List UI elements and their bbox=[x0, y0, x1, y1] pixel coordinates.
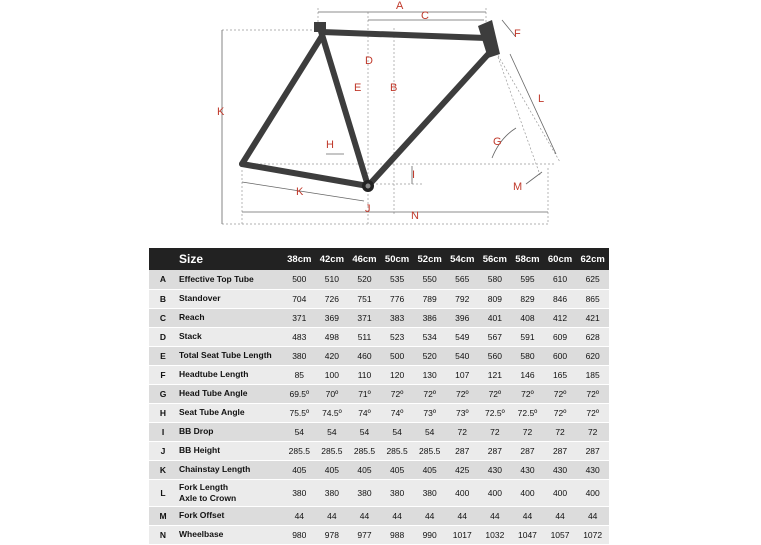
table-cell: 71º bbox=[348, 384, 381, 403]
chainstay bbox=[242, 164, 368, 186]
table-cell: 789 bbox=[413, 289, 446, 308]
table-cell: 846 bbox=[544, 289, 577, 308]
size-col-header: 60cm bbox=[547, 253, 573, 265]
row-key: F bbox=[149, 365, 177, 384]
table-cell: 54 bbox=[316, 422, 349, 441]
table-cell: 369 bbox=[316, 308, 349, 327]
table-cell: 549 bbox=[446, 327, 479, 346]
table-cell: 430 bbox=[544, 460, 577, 479]
size-col-header: 56cm bbox=[482, 253, 508, 265]
table-cell: 121 bbox=[479, 365, 512, 384]
table-cell: 425 bbox=[446, 460, 479, 479]
table-cell: 44 bbox=[413, 506, 446, 525]
size-col-header: 50cm bbox=[384, 253, 410, 265]
table-row bbox=[149, 384, 609, 403]
table-cell: 380 bbox=[381, 479, 414, 506]
row-key: B bbox=[149, 289, 177, 308]
table-row bbox=[149, 403, 609, 422]
table-cell: 44 bbox=[544, 506, 577, 525]
table-cell: 412 bbox=[544, 308, 577, 327]
table-cell: 1017 bbox=[446, 525, 479, 544]
table-cell: 287 bbox=[479, 441, 512, 460]
row-key: A bbox=[149, 270, 177, 289]
table-cell: 535 bbox=[381, 270, 414, 289]
table-cell: 44 bbox=[381, 506, 414, 525]
table-cell: 380 bbox=[283, 346, 316, 365]
label-a: A bbox=[396, 0, 404, 12]
table-cell: 405 bbox=[316, 460, 349, 479]
table-cell: 146 bbox=[511, 365, 544, 384]
row-label: BB Height bbox=[177, 441, 283, 460]
table-cell: 285.5 bbox=[316, 441, 349, 460]
row-label: Seat Tube Angle bbox=[177, 403, 283, 422]
table-cell: 386 bbox=[413, 308, 446, 327]
table-cell: 110 bbox=[348, 365, 381, 384]
table-cell: 408 bbox=[511, 308, 544, 327]
table-cell: 72º bbox=[544, 384, 577, 403]
table-cell: 990 bbox=[413, 525, 446, 544]
label-j: J bbox=[365, 203, 371, 215]
row-key: H bbox=[149, 403, 177, 422]
table-cell: 1032 bbox=[479, 525, 512, 544]
table-cell: 609 bbox=[544, 327, 577, 346]
row-key: K bbox=[149, 460, 177, 479]
row-label: Standover bbox=[177, 289, 283, 308]
table-cell: 100 bbox=[316, 365, 349, 384]
table-cell: 420 bbox=[316, 346, 349, 365]
table-cell: 130 bbox=[413, 365, 446, 384]
table-cell: 400 bbox=[576, 479, 609, 506]
table-row bbox=[149, 346, 609, 365]
table-cell: 285.5 bbox=[283, 441, 316, 460]
table-cell: 44 bbox=[316, 506, 349, 525]
table-cell: 567 bbox=[479, 327, 512, 346]
table-cell: 580 bbox=[479, 270, 512, 289]
table-cell: 74º bbox=[381, 403, 414, 422]
row-key: J bbox=[149, 441, 177, 460]
label-e: E bbox=[354, 82, 362, 94]
table-cell: 500 bbox=[381, 346, 414, 365]
row-key: G bbox=[149, 384, 177, 403]
table-cell: 287 bbox=[446, 441, 479, 460]
table-cell: 865 bbox=[576, 289, 609, 308]
table-cell: 625 bbox=[576, 270, 609, 289]
table-cell: 383 bbox=[381, 308, 414, 327]
table-cell: 380 bbox=[348, 479, 381, 506]
label-f: F bbox=[514, 28, 521, 40]
table-cell: 287 bbox=[544, 441, 577, 460]
table-cell: 460 bbox=[348, 346, 381, 365]
table-cell: 580 bbox=[511, 346, 544, 365]
table-cell: 401 bbox=[479, 308, 512, 327]
table-cell: 73º bbox=[413, 403, 446, 422]
label-c: C bbox=[421, 10, 429, 22]
table-cell: 72 bbox=[511, 422, 544, 441]
table-cell: 1047 bbox=[511, 525, 544, 544]
table-header-row bbox=[149, 248, 609, 270]
row-label: Headtube Length bbox=[177, 365, 283, 384]
table-cell: 978 bbox=[316, 525, 349, 544]
row-label: Fork Offset bbox=[177, 506, 283, 525]
table-cell: 511 bbox=[348, 327, 381, 346]
table-cell: 1072 bbox=[576, 525, 609, 544]
table-cell: 74º bbox=[348, 403, 381, 422]
table-row bbox=[149, 289, 609, 308]
table-cell: 285.5 bbox=[413, 441, 446, 460]
row-label: Reach bbox=[177, 308, 283, 327]
table-cell: 85 bbox=[283, 365, 316, 384]
table-cell: 498 bbox=[316, 327, 349, 346]
label-h: H bbox=[326, 139, 334, 151]
geometry-table bbox=[149, 248, 609, 545]
table-row bbox=[149, 506, 609, 525]
label-i: I bbox=[412, 169, 416, 181]
size-col-header: 46cm bbox=[352, 253, 377, 265]
table-cell: 988 bbox=[381, 525, 414, 544]
table-cell: 371 bbox=[348, 308, 381, 327]
table-cell: 520 bbox=[413, 346, 446, 365]
size-header: Size bbox=[179, 252, 204, 266]
table-cell: 595 bbox=[511, 270, 544, 289]
label-k-vertical: K bbox=[217, 106, 225, 118]
table-cell: 520 bbox=[348, 270, 381, 289]
table-cell: 75.5º bbox=[283, 403, 316, 422]
label-n: N bbox=[411, 210, 419, 222]
table-cell: 610 bbox=[544, 270, 577, 289]
table-cell: 483 bbox=[283, 327, 316, 346]
table-cell: 371 bbox=[283, 308, 316, 327]
table-row bbox=[149, 308, 609, 327]
table-cell: 44 bbox=[576, 506, 609, 525]
table-cell: 396 bbox=[446, 308, 479, 327]
table-cell: 107 bbox=[446, 365, 479, 384]
row-key: L bbox=[149, 479, 177, 506]
table-cell: 405 bbox=[348, 460, 381, 479]
table-cell: 287 bbox=[511, 441, 544, 460]
label-b: B bbox=[390, 82, 398, 94]
table-cell: 430 bbox=[576, 460, 609, 479]
table-cell: 285.5 bbox=[348, 441, 381, 460]
table-cell: 809 bbox=[479, 289, 512, 308]
table-row bbox=[149, 327, 609, 346]
table-cell: 72º bbox=[446, 384, 479, 403]
row-label: Stack bbox=[177, 327, 283, 346]
table-cell: 285.5 bbox=[381, 441, 414, 460]
table-cell: 72º bbox=[381, 384, 414, 403]
size-col-header: 62cm bbox=[580, 253, 605, 265]
table-cell: 751 bbox=[348, 289, 381, 308]
table-cell: 72º bbox=[511, 384, 544, 403]
table-cell: 70º bbox=[316, 384, 349, 403]
table-cell: 73º bbox=[446, 403, 479, 422]
table-cell: 54 bbox=[413, 422, 446, 441]
seat-clamp bbox=[314, 22, 326, 32]
table-cell: 405 bbox=[413, 460, 446, 479]
size-col-header: 58cm bbox=[515, 253, 540, 265]
row-label: Chainstay Length bbox=[177, 460, 283, 479]
label-k: K bbox=[296, 186, 304, 198]
table-cell: 726 bbox=[316, 289, 349, 308]
table-cell: 380 bbox=[316, 479, 349, 506]
seat-tube bbox=[320, 28, 368, 186]
table-cell: 980 bbox=[283, 525, 316, 544]
label-l: L bbox=[538, 93, 545, 105]
label-d: D bbox=[365, 55, 373, 67]
table-cell: 500 bbox=[283, 270, 316, 289]
row-label: Fork Length Axle to Crown bbox=[177, 479, 283, 506]
table-cell: 977 bbox=[348, 525, 381, 544]
row-label: Effective Top Tube bbox=[177, 270, 283, 289]
table-cell: 421 bbox=[576, 308, 609, 327]
table-cell: 185 bbox=[576, 365, 609, 384]
table-row bbox=[149, 365, 609, 384]
table-row bbox=[149, 525, 609, 544]
table-cell: 776 bbox=[381, 289, 414, 308]
table-cell: 1057 bbox=[544, 525, 577, 544]
table-cell: 540 bbox=[446, 346, 479, 365]
table-cell: 380 bbox=[283, 479, 316, 506]
table-cell: 72.5º bbox=[511, 403, 544, 422]
table-cell: 44 bbox=[511, 506, 544, 525]
label-m: M bbox=[513, 181, 523, 193]
table-cell: 792 bbox=[446, 289, 479, 308]
table-cell: 600 bbox=[544, 346, 577, 365]
table-cell: 72 bbox=[576, 422, 609, 441]
table-cell: 565 bbox=[446, 270, 479, 289]
table-row bbox=[149, 441, 609, 460]
table-cell: 430 bbox=[479, 460, 512, 479]
table-cell: 72º bbox=[576, 384, 609, 403]
row-label: BB Drop bbox=[177, 422, 283, 441]
table-cell: 74.5º bbox=[316, 403, 349, 422]
row-key: N bbox=[149, 525, 177, 544]
down-tube bbox=[368, 50, 492, 186]
table-cell: 72º bbox=[479, 384, 512, 403]
frame-geometry-diagram bbox=[0, 0, 761, 240]
table-cell: 628 bbox=[576, 327, 609, 346]
table-cell: 120 bbox=[381, 365, 414, 384]
table-cell: 287 bbox=[576, 441, 609, 460]
table-cell: 72 bbox=[446, 422, 479, 441]
row-label: Head Tube Angle bbox=[177, 384, 283, 403]
table-cell: 534 bbox=[413, 327, 446, 346]
bike-frame bbox=[242, 28, 492, 186]
table-cell: 165 bbox=[544, 365, 577, 384]
table-cell: 400 bbox=[446, 479, 479, 506]
table-cell: 72º bbox=[576, 403, 609, 422]
table-row bbox=[149, 479, 609, 506]
label-g: G bbox=[493, 136, 502, 148]
table-cell: 829 bbox=[511, 289, 544, 308]
row-key: D bbox=[149, 327, 177, 346]
row-key: E bbox=[149, 346, 177, 365]
table-cell: 400 bbox=[544, 479, 577, 506]
table-cell: 72 bbox=[479, 422, 512, 441]
table-cell: 591 bbox=[511, 327, 544, 346]
size-col-header: 38cm bbox=[287, 253, 312, 265]
table-row bbox=[149, 422, 609, 441]
table-cell: 44 bbox=[446, 506, 479, 525]
table-cell: 405 bbox=[283, 460, 316, 479]
table-cell: 405 bbox=[381, 460, 414, 479]
table-cell: 72º bbox=[544, 403, 577, 422]
table-cell: 44 bbox=[479, 506, 512, 525]
table-cell: 54 bbox=[283, 422, 316, 441]
table-cell: 550 bbox=[413, 270, 446, 289]
table-cell: 69.5º bbox=[283, 384, 316, 403]
table-cell: 620 bbox=[576, 346, 609, 365]
table-cell: 704 bbox=[283, 289, 316, 308]
table-cell: 400 bbox=[479, 479, 512, 506]
table-cell: 54 bbox=[381, 422, 414, 441]
table-cell: 380 bbox=[413, 479, 446, 506]
table-cell: 560 bbox=[479, 346, 512, 365]
geometry-table-body bbox=[149, 270, 609, 544]
table-cell: 44 bbox=[283, 506, 316, 525]
top-tube bbox=[322, 32, 486, 38]
table-cell: 430 bbox=[511, 460, 544, 479]
table-cell: 72 bbox=[544, 422, 577, 441]
table-cell: 72.5º bbox=[479, 403, 512, 422]
table-cell: 400 bbox=[511, 479, 544, 506]
row-label: Wheelbase bbox=[177, 525, 283, 544]
table-row bbox=[149, 460, 609, 479]
table-cell: 54 bbox=[348, 422, 381, 441]
seatstay bbox=[242, 36, 322, 164]
table-cell: 72º bbox=[413, 384, 446, 403]
row-label: Total Seat Tube Length bbox=[177, 346, 283, 365]
table-cell: 510 bbox=[316, 270, 349, 289]
size-col-header: 42cm bbox=[319, 253, 345, 265]
row-key: M bbox=[149, 506, 177, 525]
table-cell: 44 bbox=[348, 506, 381, 525]
size-col-header: 52cm bbox=[417, 253, 442, 265]
row-key: I bbox=[149, 422, 177, 441]
table-row bbox=[149, 270, 609, 289]
table-cell: 523 bbox=[381, 327, 414, 346]
size-col-header: 54cm bbox=[450, 253, 475, 265]
row-key: C bbox=[149, 308, 177, 327]
